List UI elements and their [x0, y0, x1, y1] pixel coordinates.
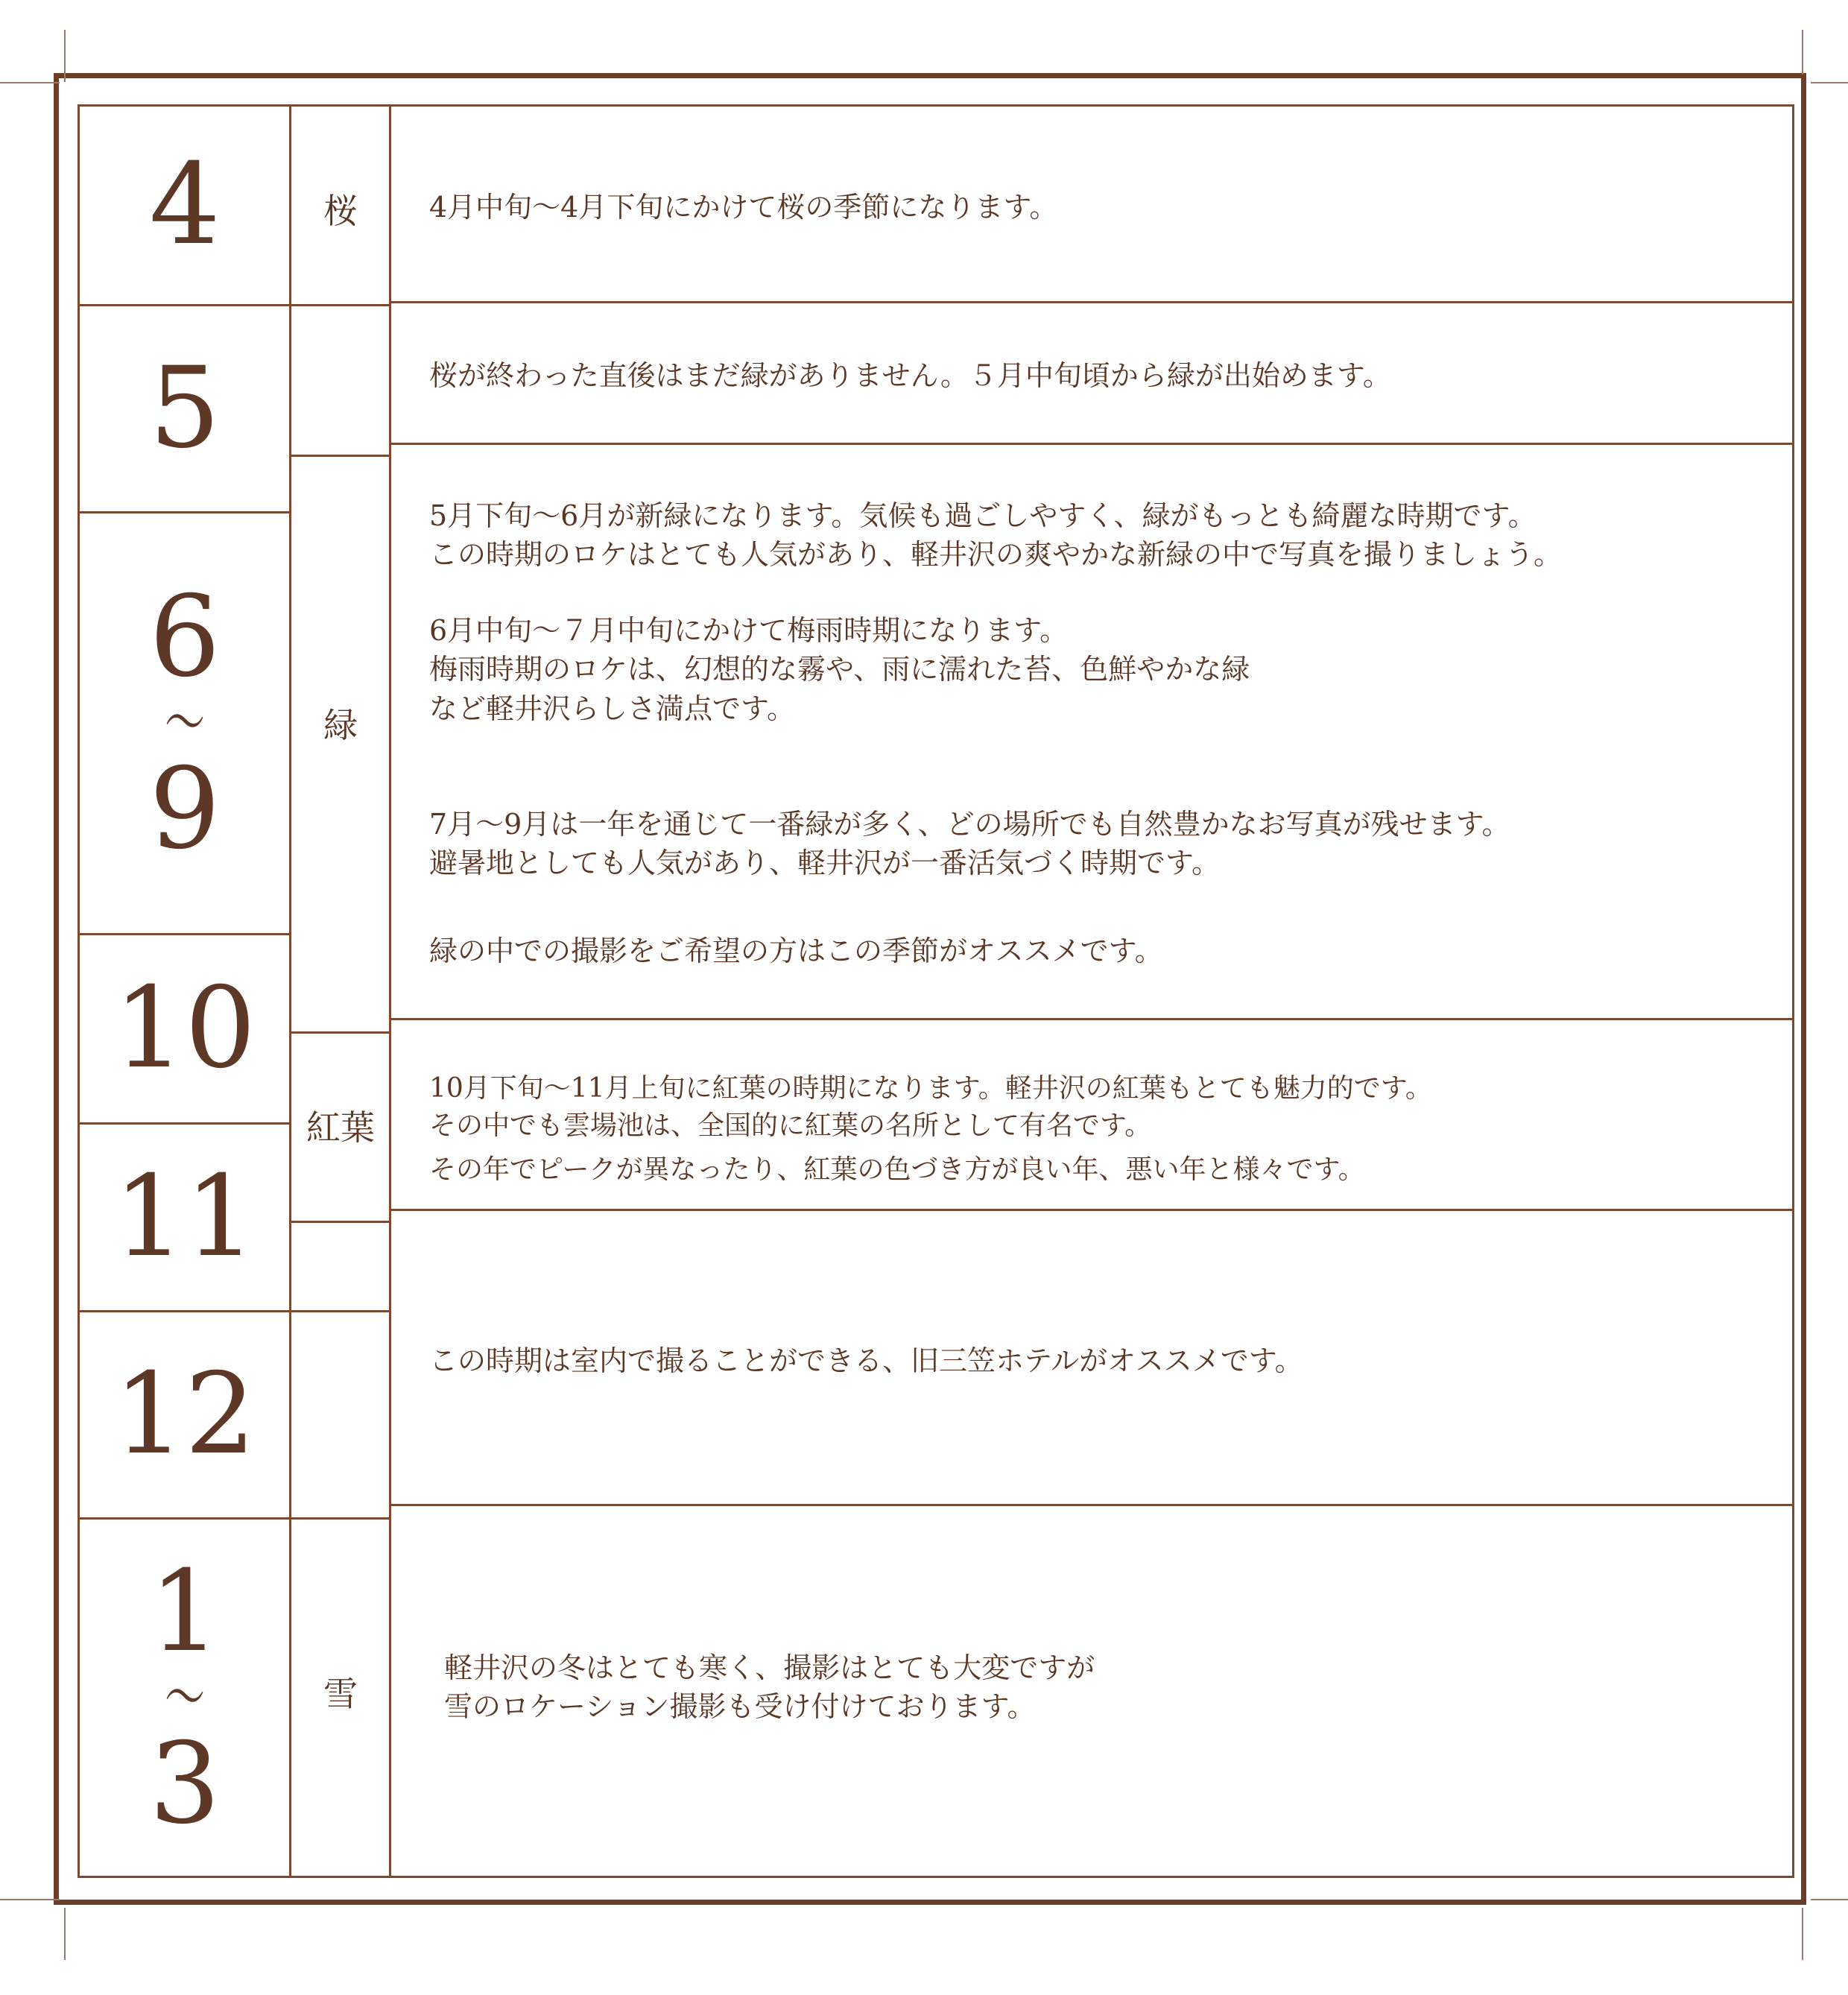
crop-mark: [1811, 1899, 1848, 1900]
desc-winter-hotel: [429, 1341, 1766, 1380]
season-row-line: [291, 1310, 390, 1312]
month-number: 4: [149, 140, 221, 270]
desc-midori-recommend: [429, 932, 1766, 970]
desc-sakura: [429, 188, 1766, 227]
season-column-divider: [389, 106, 391, 1877]
month-number: 1: [149, 1546, 221, 1677]
description-row-line: [390, 1209, 1793, 1211]
desc-kouyou: [429, 1070, 1766, 1189]
crop-mark: [64, 1908, 66, 1960]
desc-line: 6月中旬〜７月中旬にかけて梅雨時期になります。: [429, 614, 1069, 647]
desc-line: 5月下旬〜6月が新緑になります。気候も過ごしやすく、緑がもっとも綺麗な時期です。: [429, 499, 1537, 532]
desc-line: 7月〜9月は一年を通じて一番緑が多く、どの場所でも自然豊かなお写真が残せます。: [429, 808, 1510, 841]
desc-midori-shinryoku: [429, 496, 1766, 575]
desc-line: 雪のロケーション撮影も受け付けております。: [444, 1690, 1036, 1724]
month-number: 5: [149, 344, 221, 473]
desc-line: など軽井沢らしさ満点です。: [429, 692, 795, 725]
desc-line: その中でも雲場池は、全国的に紅葉の名所として有名です。: [429, 1110, 1152, 1141]
month-11: [79, 1124, 291, 1310]
desc-midori-summer: [429, 805, 1766, 883]
month-number: 3: [149, 1719, 221, 1849]
season-yuki: 雪: [323, 1674, 358, 1714]
range-tilde: 〜: [165, 683, 205, 762]
desc-midori-tsuyu: [429, 611, 1766, 728]
month-5: [79, 306, 291, 511]
season-kouyou: 紅葉: [306, 1107, 375, 1148]
desc-may: [429, 356, 1766, 395]
month-10: [79, 935, 291, 1122]
month-number: 11: [113, 1152, 256, 1282]
month-1-3: [79, 1519, 291, 1877]
description-row-line: [390, 1018, 1793, 1020]
desc-line: 梅雨時期のロケは、幻想的な霧や、雨に濡れた苔、色鮮やかな緑: [429, 653, 1250, 686]
range-tilde: 〜: [165, 1658, 205, 1737]
crop-mark: [1802, 1908, 1803, 1960]
crop-mark: [0, 82, 60, 83]
desc-line: 緑の中での撮影をご希望の方はこの季節がオススメです。: [429, 935, 1163, 967]
month-number: 6: [149, 572, 221, 702]
desc-line: 4月中旬〜4月下旬にかけて桜の季節になります。: [429, 191, 1058, 224]
desc-line: 軽井沢の冬はとても寒く、撮影はとても大変ですが: [444, 1651, 1095, 1684]
month-number: 12: [113, 1350, 256, 1479]
crop-mark: [0, 1899, 60, 1900]
season-sakura: 桜: [323, 191, 358, 231]
month-12: [79, 1312, 291, 1517]
season-row-line: [291, 1031, 390, 1034]
description-row-line: [390, 443, 1793, 445]
season-row-line: [291, 1517, 390, 1520]
crop-mark: [1811, 82, 1848, 83]
desc-line: この時期のロケはとても人気があり、軽井沢の爽やかな新緑の中で写真を撮りましょう。: [429, 538, 1563, 572]
season-row-line: [291, 1221, 390, 1223]
month-number: 10: [113, 964, 256, 1093]
month-6-9: [79, 513, 291, 933]
crop-mark: [64, 30, 66, 82]
season-midori: 緑: [323, 705, 358, 745]
season-row-line: [291, 455, 390, 457]
crop-mark: [1802, 30, 1803, 75]
desc-line: その年でピークが異なったり、紅葉の色づき方が良い年、悪い年と様々です。: [429, 1154, 1365, 1186]
month-4: [79, 106, 291, 304]
description-row-line: [390, 1504, 1793, 1506]
season-row-line: [291, 304, 390, 306]
desc-yuki: [444, 1648, 1766, 1727]
desc-line: 10月下旬〜11月上旬に紅葉の時期になります。軽井沢の紅葉もとても魅力的です。: [429, 1073, 1432, 1104]
desc-line: 避暑地としても人気があり、軽井沢が一番活気づく時期です。: [429, 847, 1220, 880]
desc-line: 桜が終わった直後はまだ緑がありません。５月中旬頃から緑が出始めます。: [429, 359, 1391, 392]
description-row-line: [390, 301, 1793, 303]
month-number: 9: [149, 744, 221, 874]
desc-line: この時期は室内で撮ることができる、旧三笠ホテルがオススメです。: [429, 1344, 1303, 1377]
